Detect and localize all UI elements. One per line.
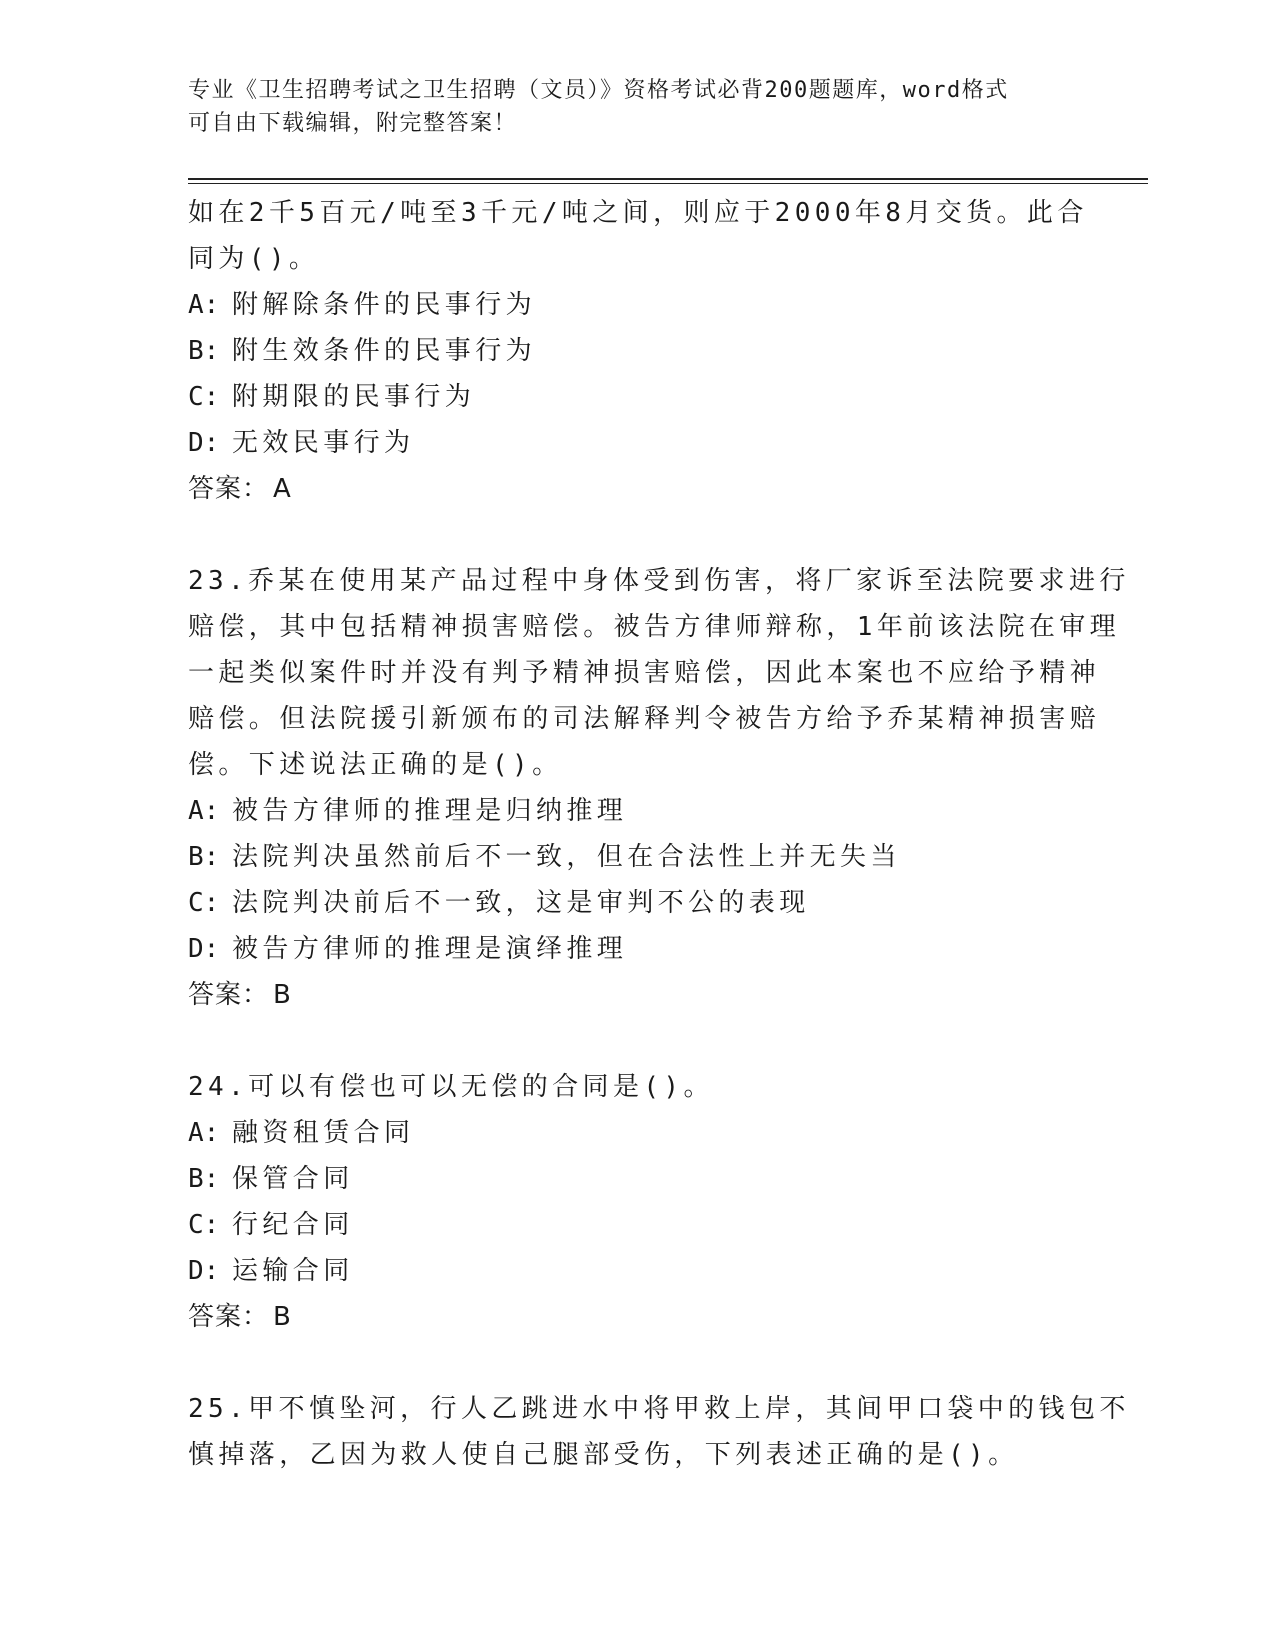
header-divider bbox=[188, 178, 1148, 180]
option-key: D: bbox=[188, 1256, 220, 1286]
question-24 bbox=[188, 1064, 1088, 1340]
question-stem-line: 24.可以有偿也可以无偿的合同是()。 bbox=[188, 1072, 714, 1102]
question-stem-line: 如在2千5百元/吨至3千元/吨之间，则应于2000年8月交货。此合 bbox=[188, 198, 1088, 228]
answer-label: 答案： bbox=[188, 1302, 270, 1332]
option-b bbox=[188, 834, 1088, 880]
option-text: 法院判决前后不一致，这是审判不公的表现 bbox=[232, 888, 810, 918]
option-text: 行纪合同 bbox=[232, 1210, 354, 1240]
header-title-line-2: 可自由下载编辑，附完整答案！ bbox=[188, 111, 518, 136]
question-stem-line: 同为()。 bbox=[188, 244, 320, 274]
question-23 bbox=[188, 558, 1130, 1018]
option-text: 运输合同 bbox=[232, 1256, 354, 1286]
option-text: 保管合同 bbox=[232, 1164, 354, 1194]
option-key: B: bbox=[188, 842, 220, 872]
option-d bbox=[188, 420, 1088, 466]
option-text: 融资租赁合同 bbox=[232, 1118, 415, 1148]
answer-label: 答案： bbox=[188, 474, 270, 504]
question-stem-line: 25.甲不慎坠河，行人乙跳进水中将甲救上岸，其间甲口袋中的钱包不 bbox=[188, 1394, 1130, 1424]
answer-line bbox=[188, 972, 1088, 1018]
option-text: 被告方律师的推理是演绎推理 bbox=[232, 934, 628, 964]
option-b bbox=[188, 1156, 1088, 1202]
option-a bbox=[188, 788, 1088, 834]
question-stem-line: 23.乔某在使用某产品过程中身体受到伤害，将厂家诉至法院要求进行 bbox=[188, 566, 1130, 596]
question-stem-line: 赔偿，其中包括精神损害赔偿。被告方律师辩称，1年前该法院在审理 bbox=[188, 612, 1121, 642]
option-key: C: bbox=[188, 1210, 220, 1240]
option-c bbox=[188, 374, 1088, 420]
option-d bbox=[188, 1248, 1088, 1294]
option-key: C: bbox=[188, 382, 220, 412]
option-b bbox=[188, 328, 1088, 374]
option-key: D: bbox=[188, 934, 220, 964]
option-key: C: bbox=[188, 888, 220, 918]
answer-value: B bbox=[273, 980, 292, 1010]
answer-value: A bbox=[273, 474, 292, 504]
header-title-line-1: 专业《卫生招聘考试之卫生招聘（文员）》资格考试必背200题题库，word格式 bbox=[188, 78, 1009, 103]
answer-value: B bbox=[273, 1302, 292, 1332]
question-22 bbox=[188, 190, 1088, 512]
option-text: 被告方律师的推理是归纳推理 bbox=[232, 796, 628, 826]
option-text: 法院判决虽然前后不一致，但在合法性上并无失当 bbox=[232, 842, 901, 872]
option-text: 附解除条件的民事行为 bbox=[232, 290, 537, 320]
document-header bbox=[188, 74, 1088, 140]
question-stem-line: 一起类似案件时并没有判予精神损害赔偿，因此本案也不应给予精神 bbox=[188, 658, 1101, 688]
option-text: 附生效条件的民事行为 bbox=[232, 336, 537, 366]
question-stem-line: 慎掉落，乙因为救人使自己腿部受伤，下列表述正确的是()。 bbox=[188, 1440, 1019, 1470]
option-a bbox=[188, 1110, 1088, 1156]
option-text: 附期限的民事行为 bbox=[232, 382, 476, 412]
question-stem-line: 赔偿。但法院援引新颁布的司法解释判令被告方给予乔某精神损害赔 bbox=[188, 704, 1101, 734]
option-key: A: bbox=[188, 1118, 220, 1148]
option-key: B: bbox=[188, 1164, 220, 1194]
option-c bbox=[188, 1202, 1088, 1248]
answer-line bbox=[188, 466, 1088, 512]
option-key: A: bbox=[188, 796, 220, 826]
question-list bbox=[188, 190, 1130, 1478]
option-key: A: bbox=[188, 290, 220, 320]
option-a bbox=[188, 282, 1088, 328]
option-c bbox=[188, 880, 1088, 926]
question-stem-line: 偿。下述说法正确的是()。 bbox=[188, 750, 563, 780]
option-d bbox=[188, 926, 1088, 972]
question-25 bbox=[188, 1386, 1130, 1478]
option-key: D: bbox=[188, 428, 220, 458]
option-key: B: bbox=[188, 336, 220, 366]
answer-line bbox=[188, 1294, 1088, 1340]
answer-label: 答案： bbox=[188, 980, 270, 1010]
option-text: 无效民事行为 bbox=[232, 428, 415, 458]
header-divider-thin bbox=[188, 183, 1148, 184]
